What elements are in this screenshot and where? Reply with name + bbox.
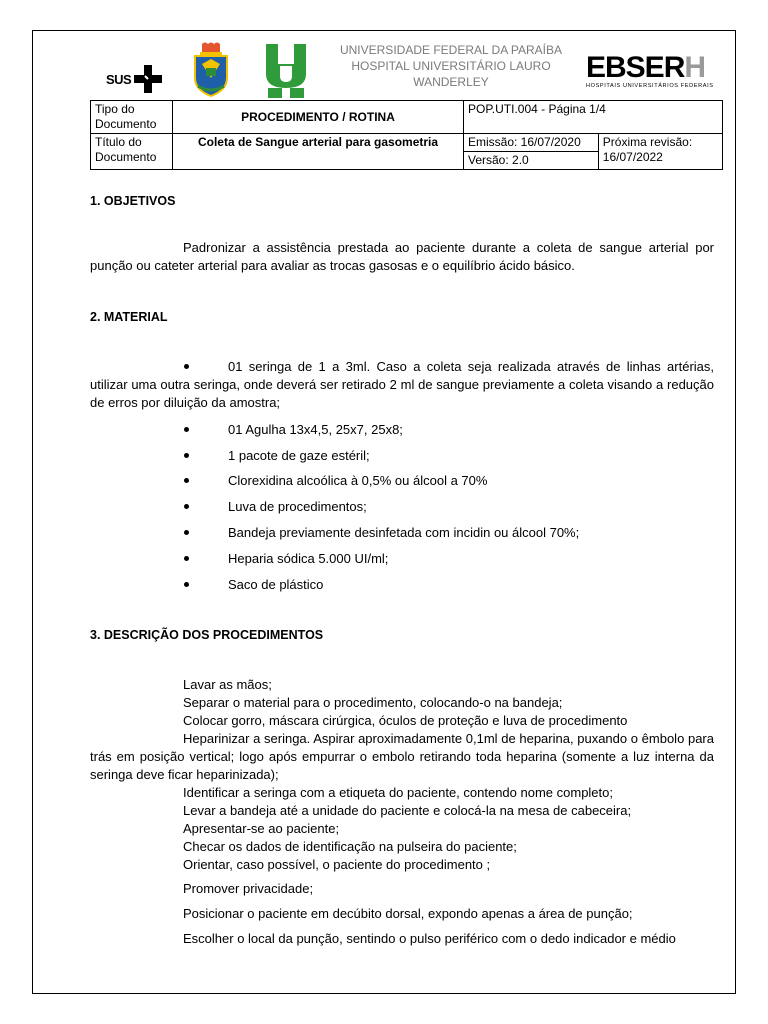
institution-line: HOSPITAL UNIVERSITÁRIO LAURO <box>351 59 551 73</box>
material-item-text: Saco de plástico <box>228 577 324 592</box>
institution-name <box>326 42 576 90</box>
bullet-icon <box>184 530 189 535</box>
document-info-table <box>90 100 723 170</box>
procedure-step: Promover privacidade; <box>183 881 314 896</box>
bullet-icon <box>184 478 189 483</box>
objetivos-text: Padronizar a assistência prestada ao paciente durante a coleta de sangue arterial por punção ou cateter arterial para avaliar as trocas gasosas e o equilíbrio ácido básico. <box>90 240 714 273</box>
emissao-versao-cell <box>464 134 599 170</box>
sus-logo <box>106 64 163 94</box>
section-title-procedimentos: 3. DESCRIÇÃO DOS PROCEDIMENTOS <box>90 628 324 642</box>
tipo-label: Tipo do Documento <box>91 101 173 134</box>
procedure-step: Identificar a seringa com a etiqueta do paciente, contendo nome completo; <box>183 785 613 800</box>
institution-line: WANDERLEY <box>413 75 489 89</box>
proxima-revisao: Próxima revisão: 16/07/2022 <box>598 134 722 170</box>
sus-cross-icon <box>133 64 163 94</box>
bullet-icon <box>184 453 189 458</box>
bullet-icon <box>184 504 189 509</box>
material-item-text: 1 pacote de gaze estéril; <box>228 448 370 463</box>
material-item-text: Bandeja previamente desinfetada com incidin ou álcool 70%; <box>228 525 580 540</box>
procedure-step: Lavar as mãos; <box>183 677 272 692</box>
procedure-step: Heparinizar a seringa. Aspirar aproximadamente 0,1ml de heparina, puxando o êmbolo para trás em posição vertical; logo após empurrar o embolo retirando toda heparina (somente a luz interna da seringa deve ficar heparinizada); <box>90 731 714 782</box>
sus-logo-text: SUS <box>106 71 132 87</box>
institution-line: UNIVERSIDADE FEDERAL DA PARAÍBA <box>339 43 563 57</box>
procedure-step: Posicionar o paciente em decúbito dorsal, expondo apenas a área de punção; <box>183 906 633 921</box>
bullet-icon <box>184 427 189 432</box>
procedure-step: Levar a bandeja até a unidade do paciente e colocá-la na mesa de cabeceira; <box>183 803 632 818</box>
procedure-step: Separar o material para o procedimento, colocando-o na bandeja; <box>183 695 563 710</box>
titulo-label: Título do Documento <box>91 134 173 170</box>
material-item-text: Heparia sódica 5.000 UI/ml; <box>228 551 389 566</box>
material-item-text: Clorexidina alcoólica à 0,5% ou álcool a 70% <box>228 473 488 488</box>
material-item-text: 01 Agulha 13x4,5, 25x7, 25x8; <box>228 422 403 437</box>
material-item <box>90 358 714 412</box>
versao: Versão: 2.0 <box>468 153 529 167</box>
bullet-icon <box>184 556 189 561</box>
ebserh-logo-text: EBSERH <box>586 51 706 84</box>
tipo-value: PROCEDIMENTO / ROTINA <box>173 101 464 134</box>
procedure-step: Checar os dados de identificação na pulseira do paciente; <box>183 839 517 854</box>
section-title-objetivos: 1. OBJETIVOS <box>90 194 176 208</box>
document-code: POP.UTI.004 - Página 1/4 <box>464 101 723 134</box>
hu-logo-icon <box>262 42 310 100</box>
emissao-date: Emissão: 16/07/2020 <box>464 134 598 152</box>
material-item-text: 01 seringa de 1 a 3ml. Caso a coleta seja realizada através de linhas artérias, utilizar uma outra seringa, onde deverá ser retirado 2 ml de sangue previamente a coleta visando a redução de erros por diluição da amostra; <box>90 359 714 410</box>
section-title-material: 2. MATERIAL <box>90 310 168 324</box>
bullet-icon <box>184 364 189 369</box>
procedure-step: Escolher o local da punção, sentindo o pulso periférico com o dedo indicador e médio <box>183 931 676 946</box>
procedure-step: Apresentar-se ao paciente; <box>183 821 340 836</box>
ebserh-subtitle: HOSPITAIS UNIVERSITÁRIOS FEDERAIS <box>586 83 714 89</box>
procedure-step: Orientar, caso possível, o paciente do procedimento ; <box>183 857 491 872</box>
procedure-step: Colocar gorro, máscara cirúrgica, óculos de proteção e luva de procedimento <box>183 713 628 728</box>
ufpb-crest-icon <box>192 42 230 98</box>
bullet-icon <box>184 582 189 587</box>
ebserh-logo <box>586 51 720 89</box>
titulo-value: Coleta de Sangue arterial para gasometria <box>173 134 464 170</box>
material-item-text: Luva de procedimentos; <box>228 499 367 514</box>
